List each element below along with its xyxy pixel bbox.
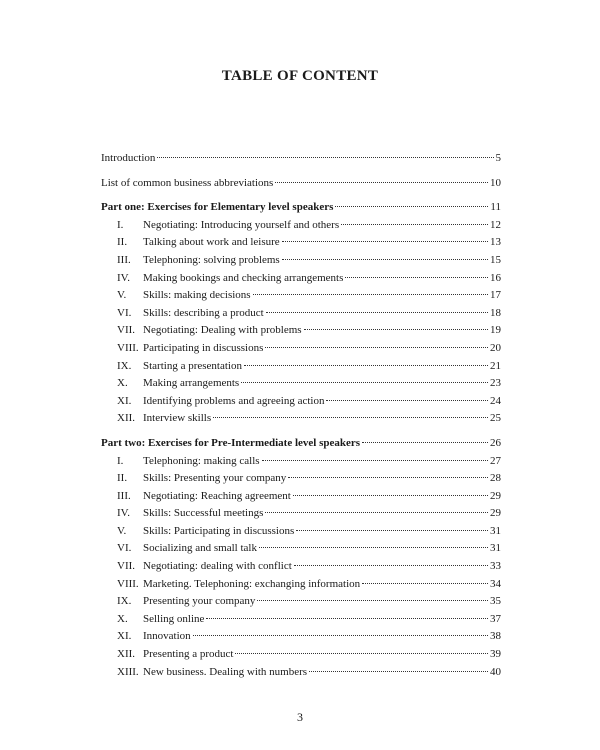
toc-entry-number: V.: [117, 524, 127, 537]
toc-entry-label: Skills: Presenting your company: [143, 472, 287, 485]
toc-entry-page: 29: [490, 489, 501, 502]
toc-entry-number: VII.: [117, 324, 136, 337]
toc-entry-number: IX.: [117, 359, 132, 372]
toc-entry-number: II.: [117, 472, 128, 485]
dot-leader: [282, 249, 488, 260]
toc-entry[interactable]: [101, 664, 501, 682]
dot-leader: [282, 231, 488, 242]
dot-leader: [157, 147, 493, 158]
dot-leader: [309, 661, 488, 672]
toc-entry-page: 18: [490, 306, 501, 319]
toc-entry-page: 27: [490, 454, 501, 467]
toc-entry-label: Skills: Successful meetings: [143, 507, 264, 520]
toc-entry-page: 25: [490, 412, 501, 425]
dot-leader: [241, 372, 488, 383]
toc-entry-page: 38: [490, 630, 501, 643]
toc-entry-label: New business. Dealing with numbers: [143, 665, 308, 678]
toc-entry-page: 35: [490, 595, 501, 608]
dot-leader: [362, 432, 488, 443]
toc-entry-page: 29: [490, 507, 501, 520]
toc-entry-page: 15: [490, 253, 501, 266]
toc-entry-page: 28: [490, 472, 501, 485]
toc-entry-page: 39: [490, 648, 501, 661]
page-title: TABLE OF CONTENT: [221, 68, 379, 84]
toc-entry-label: Negotiating: Dealing with problems: [143, 324, 302, 337]
toc-entry-label: Skills: describing a product: [143, 306, 264, 319]
toc-entry-label: Telephoning: making calls: [143, 454, 260, 467]
toc-entry-page: 12: [490, 218, 501, 231]
toc-entry-number: XII.: [117, 412, 136, 425]
page-number: 3: [297, 710, 303, 724]
toc-entry-page: 34: [490, 577, 501, 590]
table-of-contents: [101, 150, 501, 681]
toc-entry-page: 10: [490, 176, 501, 189]
toc-part-page: 26: [490, 436, 501, 449]
dot-leader: [293, 485, 488, 496]
toc-entry-label: Negotiating: dealing with conflict: [143, 560, 292, 573]
toc-entry-label: Identifying problems and agreeing action: [143, 394, 325, 407]
toc-entry-number: XI.: [117, 630, 132, 643]
toc-entry-label: Selling online: [143, 612, 205, 625]
toc-entry-number: I.: [117, 218, 124, 231]
toc-entry-number: II.: [117, 236, 128, 249]
toc-parts: [101, 199, 501, 681]
toc-entry-label: Talking about work and leisure: [143, 236, 280, 249]
dot-leader: [206, 608, 488, 619]
toc-entry-label: Participating in discussions: [143, 341, 264, 354]
dot-leader: [345, 267, 488, 278]
dot-leader: [213, 407, 488, 418]
toc-entry-number: V.: [117, 289, 127, 302]
toc-entry-page: 31: [490, 542, 501, 555]
dot-leader: [296, 520, 488, 531]
toc-entry-number: XIII.: [117, 665, 139, 678]
toc-entry-label: Negotiating: Introducing yourself and others: [143, 218, 340, 231]
toc-entry-label: Making bookings and checking arrangements: [143, 271, 344, 284]
dot-leader: [235, 643, 488, 654]
toc-entry-page: 13: [490, 236, 501, 249]
dot-leader: [253, 284, 488, 295]
toc-entry-number: IV.: [117, 271, 130, 284]
toc-entry-number: III.: [117, 489, 131, 502]
toc-entry-label: Socializing and small talk: [143, 542, 257, 555]
toc-entry-label: Interview skills: [143, 412, 212, 425]
toc-entry-number: XI.: [117, 394, 132, 407]
toc-entry-page: 31: [490, 524, 501, 537]
dot-leader: [265, 337, 488, 348]
toc-entry-label: Making arrangements: [143, 377, 240, 390]
dot-leader: [257, 590, 488, 601]
dot-leader: [262, 450, 488, 461]
toc-entry-page: 19: [490, 324, 501, 337]
toc-entry-number: VI.: [117, 306, 132, 319]
toc-entry-introduction[interactable]: [101, 150, 501, 168]
toc-entry-label: Skills: Participating in discussions: [143, 524, 295, 537]
toc-entry-page: 24: [490, 394, 501, 407]
toc-entry[interactable]: [101, 410, 501, 428]
toc-entry-label: Telephoning: solving problems: [143, 253, 280, 266]
dot-leader: [259, 537, 488, 548]
dot-leader: [266, 302, 488, 313]
toc-part-label: Part two: Exercises for Pre-Intermediate level speakers: [101, 436, 361, 449]
toc-entry-page: 16: [490, 271, 501, 284]
toc-entry-number: VII.: [117, 560, 136, 573]
toc-entry-number: VIII.: [117, 577, 139, 590]
toc-entry-label: List of common business abbreviations: [101, 176, 274, 189]
toc-entry-number: X.: [117, 377, 128, 390]
dot-leader: [193, 625, 488, 636]
dot-leader: [288, 467, 488, 478]
dot-leader: [341, 214, 488, 225]
toc-entry-page: 33: [490, 560, 501, 573]
toc-entry-page: 37: [490, 612, 501, 625]
toc-entry-number: IX.: [117, 595, 132, 608]
toc-part-label: Part one: Exercises for Elementary level speakers: [101, 201, 334, 214]
toc-entry-label: Negotiating: Reaching agreement: [143, 489, 291, 502]
toc-entry-number: VIII.: [117, 341, 139, 354]
toc-entry-label: Presenting your company: [143, 595, 256, 608]
toc-entry-abbreviations[interactable]: [101, 175, 501, 193]
dot-leader: [304, 319, 488, 330]
toc-entry-number: IV.: [117, 507, 130, 520]
dot-leader: [275, 172, 488, 183]
toc-entry-label: Introduction: [101, 152, 156, 164]
toc-entry-label: Starting a presentation: [143, 359, 242, 372]
toc-entry-page: 17: [490, 289, 501, 302]
dot-leader: [362, 573, 488, 584]
toc-entry-label: Innovation: [143, 630, 191, 643]
dot-leader: [294, 555, 488, 566]
toc-entry-page: 20: [490, 341, 501, 354]
dot-leader: [244, 355, 488, 366]
toc-entry-label: Presenting a product: [143, 648, 234, 661]
toc-entry-page: 40: [490, 665, 501, 678]
toc-entry-label: Marketing. Telephoning: exchanging information: [143, 577, 361, 590]
toc-entry-number: XII.: [117, 648, 136, 661]
dot-leader: [326, 390, 488, 401]
toc-entry-number: I.: [117, 454, 124, 467]
toc-entry-number: III.: [117, 253, 131, 266]
toc-part-page: 11: [490, 201, 501, 214]
toc-entry-number: X.: [117, 612, 128, 625]
toc-entry-page: 21: [490, 359, 501, 372]
dot-leader: [335, 196, 488, 207]
dot-leader: [265, 502, 488, 513]
toc-entry-label: Skills: making decisions: [143, 289, 251, 302]
toc-entry-page: 23: [490, 377, 501, 390]
toc-entry-number: VI.: [117, 542, 132, 555]
toc-entry-page: 5: [495, 152, 501, 164]
